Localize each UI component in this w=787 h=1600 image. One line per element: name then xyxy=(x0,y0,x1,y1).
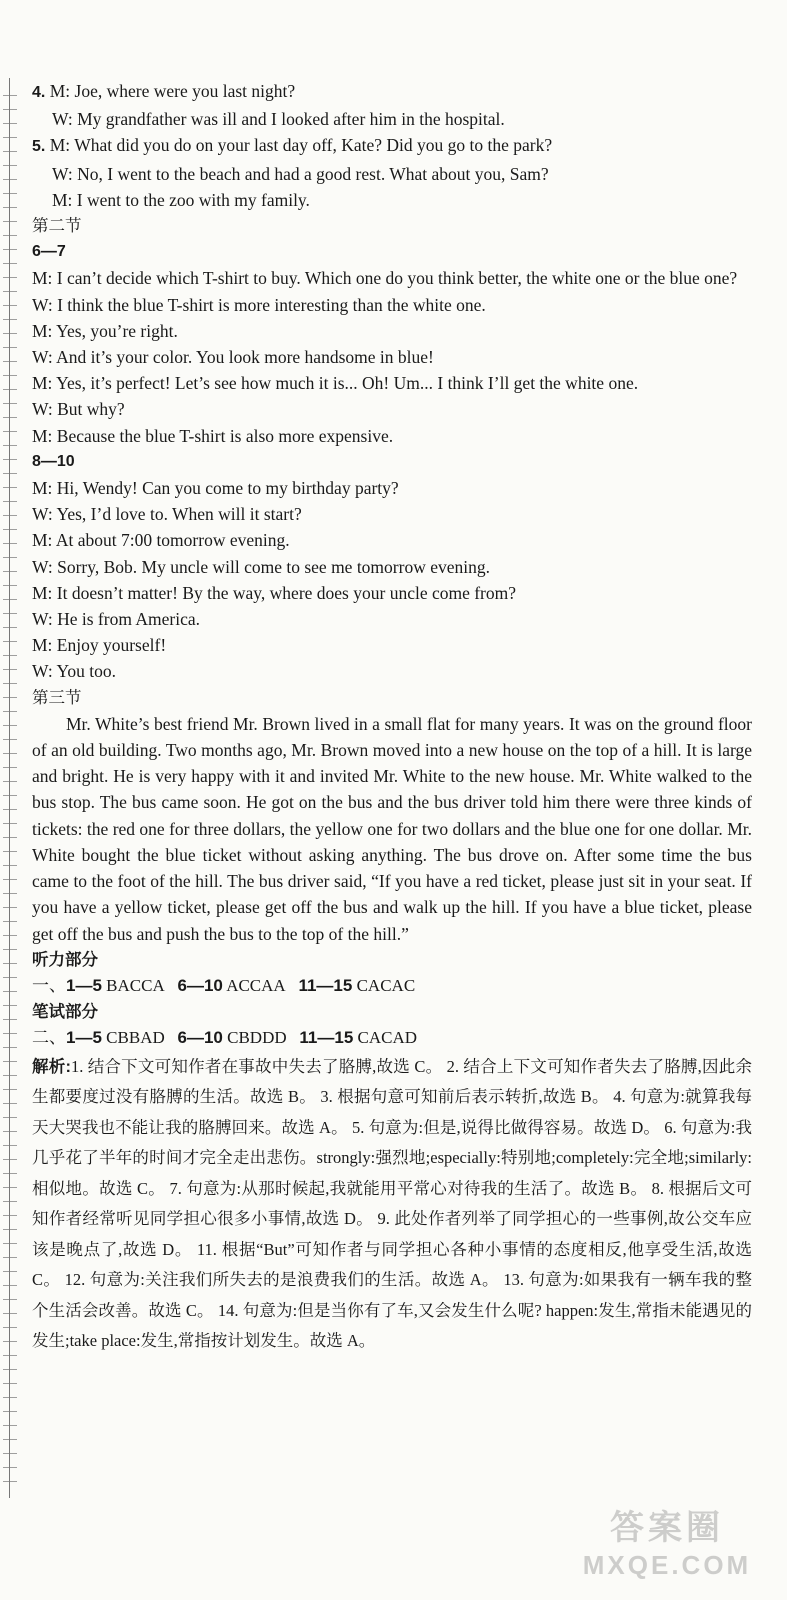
dialogue-line: W: But why? xyxy=(32,399,125,420)
group-6-7-label: 6—7 xyxy=(32,243,66,261)
dialogue-line: W: Yes, I’d love to. When will it start? xyxy=(32,504,302,525)
listening-title: 听力部分 xyxy=(32,949,98,969)
binding-margin-ticks xyxy=(3,82,17,1492)
dialogue-line: M: Enjoy yourself! xyxy=(32,635,167,656)
dialogue-line: 5. M: What did you do on your last day off, Kate? Did you go to the park? xyxy=(32,135,553,156)
analysis-block xyxy=(32,1052,752,1357)
dialogues-part1 xyxy=(32,78,752,213)
dialogue-line: W: He is from America. xyxy=(32,609,200,630)
dialogue-line: W: My grandfather was ill and I looked after him in the hospital. xyxy=(52,109,505,130)
section3-title: 第三节 xyxy=(32,687,82,707)
passage-text: Mr. White’s best friend Mr. Brown lived in a small flat for many years. It was on the ground floor of an old building. Two months ago, Mr. Brown moved into a new house on the top of a hill. It is large and bright. He is very happy with it and invited Mr. White to the new house. Mr. White walked to the bus stop. The bus came soon. He got on the bus and the bus driver told him there were three kinds of tickets: the red one for three dollars, the yellow one for two dollars and the blue one for one dollar. Mr. White bought the blue ticket without asking anything. The bus drove on. After some time the bus came to the foot of the hill. The bus driver said, “If you have a red ticket, please just sit in your seat. If you have a yellow ticket, please get off the bus and walk up the hill. If you have a blue ticket, please get off the bus and push the bus to the top of the hill.” xyxy=(32,713,752,944)
answer-page xyxy=(32,78,752,1357)
analysis-label: 解析: xyxy=(32,1057,71,1076)
dialogue-line: M: At about 7:00 tomorrow evening. xyxy=(32,530,290,551)
dialogue-line: M: Yes, it’s perfect! Let’s see how much it is... Oh! Um... I think I’ll get the white one. xyxy=(32,373,639,394)
dialogue-line: W: No, I went to the beach and had a good rest. What about you, Sam? xyxy=(52,163,549,184)
written-answers: 二、1—5 CBBAD 6—10 CBDDD 11—15 CACAD xyxy=(32,1028,418,1048)
dialogue-line: M: Yes, you’re right. xyxy=(32,320,178,341)
listening-answers: 一、1—5 BACCA 6—10 ACCAA 11—15 CACAC xyxy=(32,975,416,995)
dialogue-line: M: Hi, Wendy! Can you come to my birthday party? xyxy=(32,478,399,499)
dialogue-line: W: You too. xyxy=(32,661,116,682)
dialogue-line: W: And it’s your color. You look more handsome in blue! xyxy=(32,347,434,368)
written-title: 笔试部分 xyxy=(32,1002,98,1022)
dialogue-line: M: I can’t decide which T-shirt to buy. Which one do you think better, the white one or the blue one? xyxy=(32,268,738,289)
dialogue-line: 4. M: Joe, where were you last night? xyxy=(32,81,296,101)
dialogue-line: M: It doesn’t matter! By the way, where does your uncle come from? xyxy=(32,582,517,603)
analysis-text: 1. 结合下文可知作者在事故中失去了胳膊,故选 C。 2. 结合上下文可知作者失去了胳膊,因此余生都要度过没有胳膊的生活。故选 B。 3. 根据句意可知前后表示转折,故选 B。 4. 句意为:就算我每天大哭我也不能让我的胳膊回来。故选 A。 5. 句意为:但是,说得比做得容易。故选 D。 6. 句意为:我几乎花了半年的时间才完全走出悲伤。strongly:强烈地;especially:特别地;completely:完全地;similarly:相似地。故选 C。 7. 句意为:从那时候起,我就能用平常心对待我的生活了。故选 B。 8. 根据后文可知作者经常听见同学担心很多小事情,故选 D。 9. 此处作者列举了同学担心的一些事例,故公交车应该是晚点了,故选 D。 11. 根据“But”可知作者与同学担心各种小事情的态度相反,他享受生活,故选 C。 12. 句意为:关注我们所失去的是浪费我们的生活。故选 A。 13. 句意为:如果我有一辆车我的整个生活会改善。故选 C。 14. 句意为:但是当你有了车,又会发生什么呢? happen:发生,常指未能遇见的发生;take place:发生,常指按计划发生。故选 A。 xyxy=(32,1056,752,1351)
dialogue-line: W: I think the blue T-shirt is more interesting than the white one. xyxy=(32,294,486,315)
dialogue-line: M: Because the blue T-shirt is also more expensive. xyxy=(32,425,394,446)
dialogue-line: M: I went to the zoo with my family. xyxy=(52,189,310,210)
dialogue-line: W: Sorry, Bob. My uncle will come to see me tomorrow evening. xyxy=(32,556,490,577)
group-8-10-label: 8—10 xyxy=(32,452,75,470)
watermark-logo: 答案圈 MXQE.COM xyxy=(582,1509,752,1580)
section2-title: 第二节 xyxy=(32,216,82,236)
